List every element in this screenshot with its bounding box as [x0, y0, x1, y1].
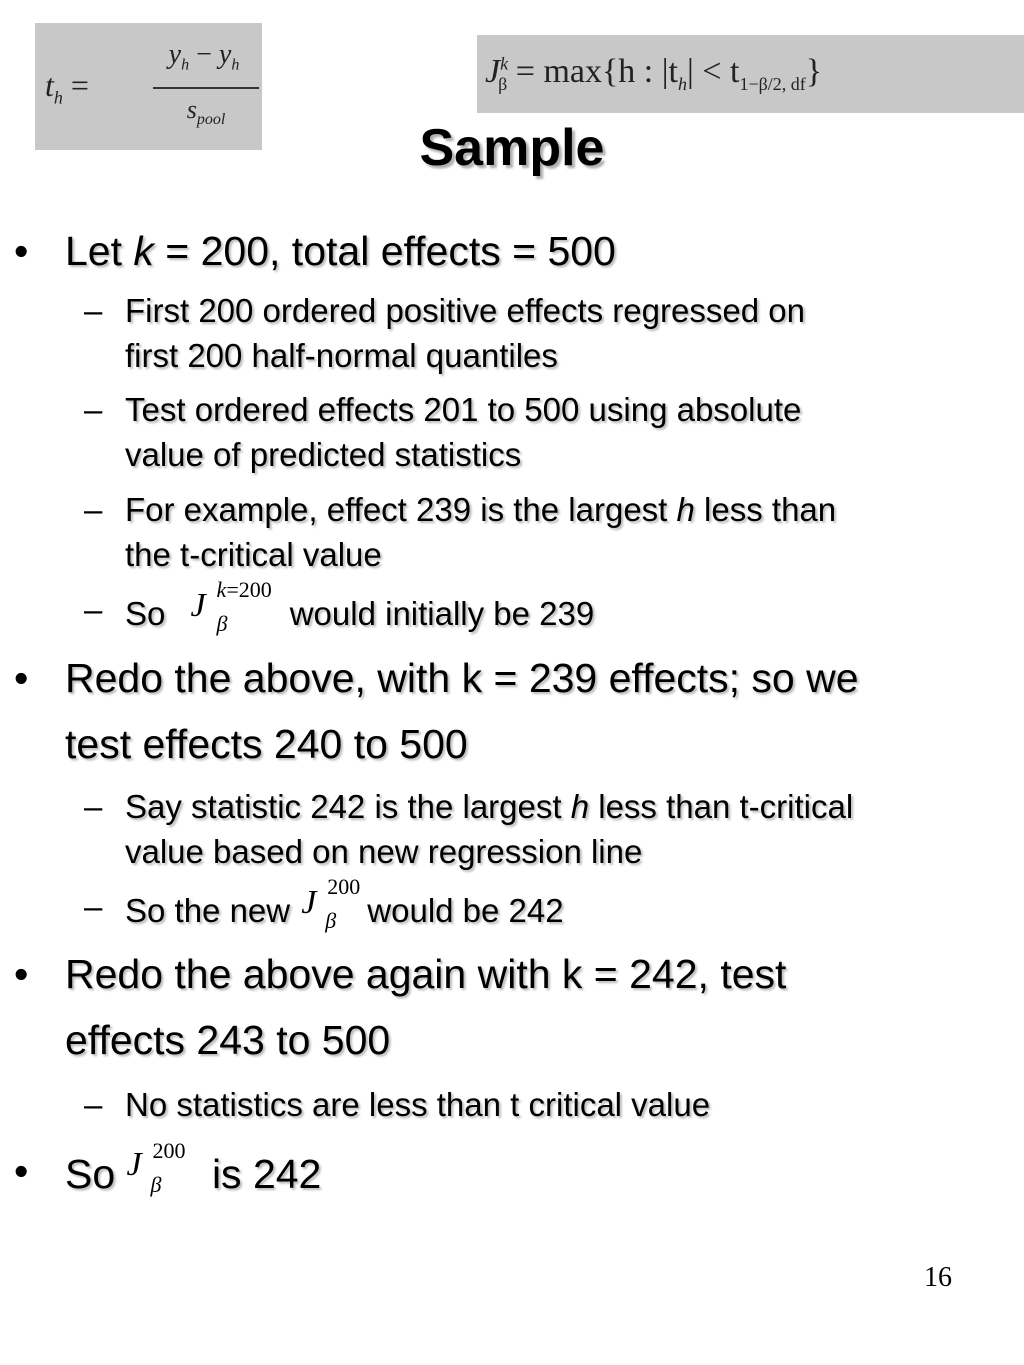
minus-sign: − — [196, 39, 212, 70]
bullet-4-post: is 242 — [200, 1151, 322, 1197]
sub-bullet-1-1-line2: first 200 half-normal quantiles — [125, 337, 558, 374]
beta-sub: β — [325, 908, 337, 933]
bullet-glyph: • — [14, 228, 29, 274]
sub-bullet-3-1: No statistics are less than t critical value — [125, 1086, 711, 1123]
crit-sub: 1−β/2, df — [739, 73, 806, 94]
dash-glyph: – — [84, 1086, 103, 1123]
bullet-1-italic: k — [133, 228, 154, 274]
beta-sub: β — [150, 1172, 162, 1197]
formula-numerator — [153, 39, 255, 75]
beta-sub: β — [216, 611, 228, 636]
lhs-sub: h — [53, 87, 63, 108]
sub-2-2-post: would be 242 — [367, 892, 564, 929]
sub-bullet-1-3-line1 — [125, 491, 836, 529]
j-letter: J — [126, 1146, 142, 1183]
sub-bullet-1-1-line1: First 200 ordered positive effects regressed on — [125, 292, 805, 329]
j-formula-text — [485, 53, 822, 95]
bullet-2-line1: Redo the above, with k = 239 effects; so we — [65, 655, 859, 701]
sub-bullet-2-1-line2: value based on new regression line — [125, 833, 643, 870]
dash-glyph: – — [84, 391, 103, 428]
bullet-4 — [65, 1138, 322, 1198]
bullet-3-line1: Redo the above again with k = 242, test — [65, 951, 787, 997]
sub-bullet-1-4 — [125, 577, 595, 636]
sub-1-3-italic: h — [676, 491, 695, 528]
j-sub: β — [498, 73, 508, 94]
sub-2-1-post: less than t-critical — [589, 788, 854, 825]
sub-bullet-2-1-line1 — [125, 788, 853, 826]
sub-bullet-1-3-line2: the t-critical value — [125, 536, 382, 573]
dash-glyph: – — [84, 491, 103, 528]
dash-glyph: – — [84, 292, 103, 329]
num-sub2: h — [231, 56, 240, 74]
fraction-bar — [153, 87, 259, 89]
dash-glyph: – — [84, 591, 103, 628]
bullet-glyph: • — [14, 655, 29, 701]
page-title: Sample — [419, 119, 605, 177]
j-sup: k — [500, 53, 509, 74]
j-beta-k200-symbol — [175, 577, 281, 636]
den-sub: pool — [196, 111, 226, 129]
close-brace: } — [805, 53, 823, 90]
sub-bullet-1-2-line1: Test ordered effects 201 to 500 using absolute — [125, 391, 802, 428]
page-number: 16 — [924, 1262, 952, 1293]
sub-1-3-post: less than — [694, 491, 837, 528]
sub-1-4-pre: So — [125, 595, 175, 632]
sup-k: k — [216, 577, 227, 602]
num-y2: y — [218, 39, 232, 70]
lt-text: | < t — [687, 53, 740, 90]
sub-2-1-italic: h — [570, 788, 590, 825]
sub-1-3-pre: For example, effect 239 is the largest — [125, 491, 677, 528]
j-symbol: J — [485, 53, 501, 90]
den-s: s — [186, 95, 197, 124]
j-definition-formula — [477, 35, 1024, 113]
sup-200: 200 — [327, 874, 361, 899]
j-beta-200-symbol — [299, 874, 367, 933]
bullet-2-line2: test effects 240 to 500 — [65, 721, 468, 767]
bullet-4-pre: So — [65, 1151, 127, 1197]
j-letter: J — [190, 587, 206, 624]
bullet-1 — [65, 228, 616, 275]
sub-1-4-post: would initially be 239 — [289, 595, 595, 632]
lhs-t: t — [45, 67, 54, 103]
bullet-3-line2: effects 243 to 500 — [65, 1017, 391, 1063]
sub-bullet-1-2-line2: value of predicted statistics — [125, 436, 522, 473]
bullet-1-pre: Let — [65, 228, 134, 274]
sub-2-1-pre: Say statistic 242 is the largest — [125, 788, 571, 825]
num-sub1: h — [181, 56, 190, 74]
sub-bullet-2-2 — [125, 874, 564, 933]
dash-glyph: – — [84, 888, 103, 925]
sub-2-2-pre: So the new — [125, 892, 300, 929]
max-text: = max{h : |t — [507, 53, 678, 90]
bullet-glyph: • — [14, 1148, 29, 1194]
sup-rest: =200 — [226, 577, 272, 602]
t-sub: h — [678, 73, 687, 94]
j-beta-200-symbol — [126, 1138, 201, 1197]
sup-200: 200 — [152, 1138, 186, 1163]
bullet-1-post: = 200, total effects = 500 — [153, 228, 616, 274]
j-letter: J — [301, 884, 317, 921]
sup-k200 — [217, 577, 272, 603]
equals-sign: = — [70, 67, 89, 103]
bullet-glyph: • — [14, 951, 29, 997]
dash-glyph: – — [84, 788, 103, 825]
formula-lhs — [45, 67, 89, 108]
num-y1: y — [168, 39, 182, 70]
